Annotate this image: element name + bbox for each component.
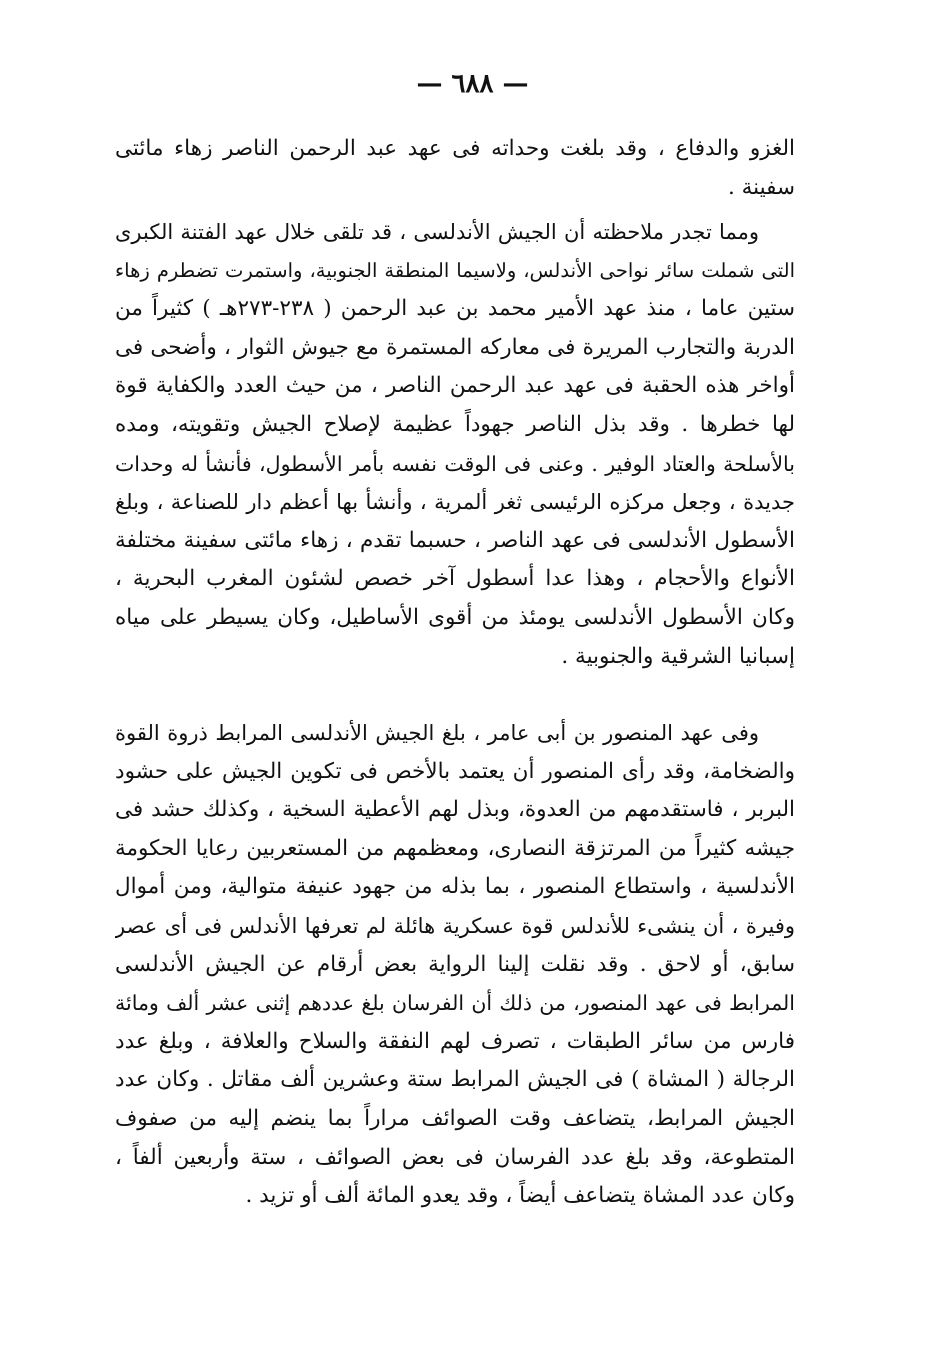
text-line: وفيرة ، أن ينشىء للأندلس قوة عسكرية هائلة لم تعرفها الأندلس فى أى عصر xyxy=(115,913,795,938)
text-line: وفى عهد المنصور بن أبى عامر ، بلغ الجيش الأندلسى المرابط ذروة القوة xyxy=(115,721,759,745)
text-line: سابق، أو لاحق . وقد نقلت إلينا الرواية بعض أرقام عن الجيش الأندلسى xyxy=(115,951,795,977)
page-number: — ٦٨٨ — xyxy=(416,69,529,99)
text-line: فارس من سائر الطبقات ، تصرف لهم النفقة والسلاح والعلافة ، وبلغ عدد xyxy=(115,1028,795,1054)
text-line: المرابط فى عهد المنصور، من ذلك أن الفرسان بلغ عددهم إثنى عشر ألف ومائة xyxy=(115,991,795,1016)
text-line: التى شملت سائر نواحى الأندلس، ولاسيما المنطقة الجنوبية، واستمرت تضطرم زهاء xyxy=(115,258,795,282)
text-line: الجيش المرابط، يتضاعف وقت الصوائف مراراً بما ينضم إليه من صفوف xyxy=(115,1105,795,1131)
text-line: البربر ، فاستقدمهم من العدوة، وبذل لهم الأعطية السخية ، وكذلك حشد فى xyxy=(115,797,795,823)
text-line: الأسطول الأندلسى فى عهد الناصر ، حسبما تقدم ، زهاء مائتى سفينة مختلفة xyxy=(115,527,795,553)
text-line: الرجالة ( المشاة ) فى الجيش المرابط ستة وعشرين ألف مقاتل . وكان عدد xyxy=(115,1067,795,1093)
text-line: والضخامة، وقد رأى المنصور أن يعتمد بالأخص فى تكوين الجيش على حشود xyxy=(115,758,795,784)
text-line: ومما تجدر ملاحظته أن الجيش الأندلسى ، قد تلقى خلال عهد الفتنة الكبرى xyxy=(115,220,759,244)
text-line: ستين عاما ، منذ عهد الأمير محمد بن عبد الرحمن ( ٢٣٨-٢٧٣هـ ) كثيراً من xyxy=(115,296,795,322)
text-line: أواخر هذه الحقبة فى عهد عبد الرحمن الناصر ، من حيث العدد والكفاية قوة xyxy=(115,373,795,399)
text-line: سفينة . xyxy=(727,174,795,200)
text-line: جيشه كثيراً من المرتزقة النصارى، ومعظمهم من المستعربين رعايا الحكومة xyxy=(115,835,795,861)
text-line: بالأسلحة والعتاد الوفير . وعنى فى الوقت نفسه بأمر الأسطول، فأنشأ له وحدات xyxy=(115,451,795,476)
text-line: الغزو والدفاع ، وقد بلغت وحداته فى عهد عبد الرحمن الناصر زهاء مائتى xyxy=(115,136,795,161)
paragraph-1 xyxy=(115,130,795,207)
text-line: لها خطرها . وقد بذل الناصر جهوداً عظيمة لإصلاح الجيش وتقويته، ومده xyxy=(115,411,795,437)
text-line: جديدة ، وجعل مركزه الرئيسى ثغر ألمرية ، وأنشأ بها أعظم دار للصناعة ، وبلغ xyxy=(115,490,795,515)
text-line: الأنواع والأحجام ، وهذا عدا أسطول آخر خصص لشئون المغرب البحرية ، xyxy=(115,566,795,592)
text-line: الأندلسية ، واستطاع المنصور ، بما بذله من جهود عنيفة متوالية، ومن أموال xyxy=(115,874,795,900)
text-line: وكان الأسطول الأندلسى يومئذ من أقوى الأساطيل، وكان يسيطر على مياه xyxy=(115,604,795,630)
text-line: وكان عدد المشاة يتضاعف أيضاً ، وقد يعدو المائة ألف أو تزيد . xyxy=(245,1183,795,1209)
text-line: الدربة والتجارب المريرة فى معاركه المستمرة مع جيوش الثوار ، وأضحى فى xyxy=(115,334,795,360)
paragraph-2 xyxy=(115,213,795,676)
text-line: إسبانيا الشرقية والجنوبية . xyxy=(561,643,795,669)
text-line: المتطوعة، وقد بلغ عدد الفرسان فى بعض الصوائف ، ستة وأربعين ألفاً ، xyxy=(115,1144,795,1170)
paragraph-3 xyxy=(115,714,795,1216)
